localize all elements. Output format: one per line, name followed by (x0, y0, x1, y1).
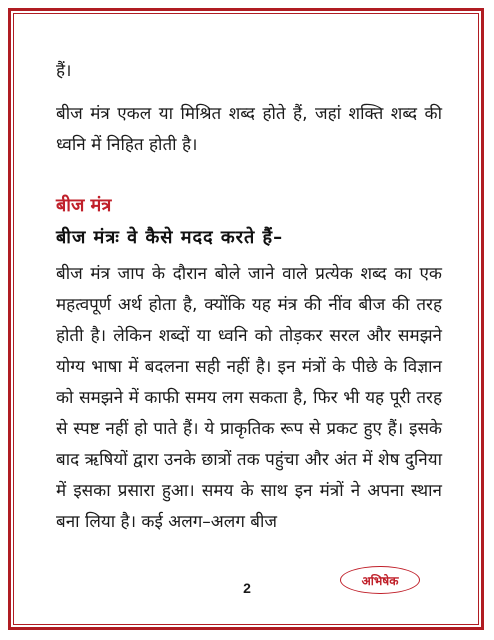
body-paragraph: बीज मंत्र जाप के दौरान बोले जाने वाले प्रत्येक शब्द का एक महत्वपूर्ण अर्थ होता है, क्योंकि यह मंत्र की नींव बीज की तरह होती है। लेकिन शब्दों या ध्वनि को तोड़कर सरल और समझने योग्य भाषा में बदलना सही नहीं है। इन मंत्रों के पीछे के विज्ञान को समझने में काफी समय लग सकता है, फिर भी यह पूरी तरह से स्पष्ट नहीं हो पाते हैं। ये प्राकृतिक रूप से प्रकट हुए हैं। इसके बाद ऋषियों द्वारा उनके छात्रों तक पहुंचा और अंत में शेष दुनिया में इसका प्रसारा हुआ। समय के साथ इन मंत्रों ने अपना स्थान बना लिया है। कई अलग–अलग बीज (56, 264, 442, 532)
author-stamp (340, 566, 420, 594)
section-title: बीज मंत्र (56, 195, 112, 216)
stamp-text: अभिषेक (361, 573, 399, 588)
text-line-continuation: हैं। (56, 61, 72, 81)
page-content (56, 56, 442, 538)
subheading: बीज मंत्रः वे कैसे मदद करते हैं– (56, 227, 284, 248)
intro-paragraph: बीज मंत्र एकल या मिश्रित शब्द होते हैं, जहां शक्ति शब्द की ध्वनि में निहित होती है। (56, 104, 442, 155)
page-number: 2 (243, 580, 251, 596)
